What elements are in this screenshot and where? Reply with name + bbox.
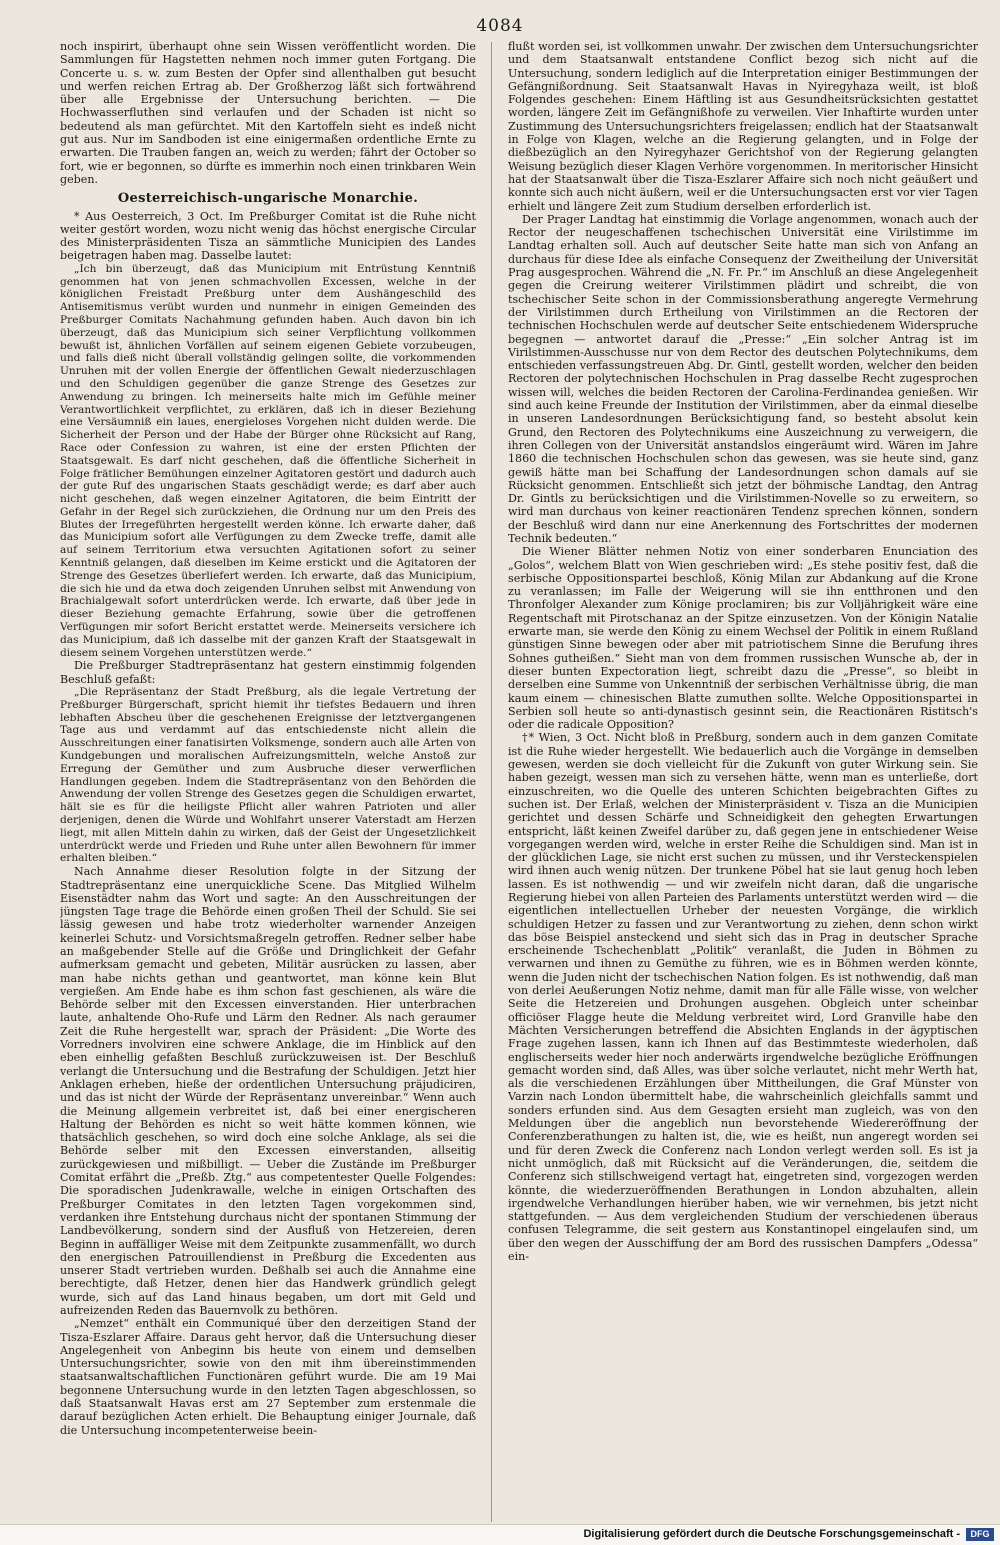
article-paragraph: * Aus Oesterreich, 3 Oct. Im Preßburger Comitat ist die Ruhe nicht weiter gestört worden, wozu nicht wenig das höchst energische Circular des Ministerpräsidenten Tisza an sämmtliche Municipien des Landes beigetragen haben mag. Dasselbe lautet: xyxy=(60,209,476,263)
right-column xyxy=(508,40,978,1528)
page-number: 4084 xyxy=(476,16,524,36)
article-paragraph: Der Prager Landtag hat einstimmig die Vorlage angenommen, wonach auch der Rector der neugeschaffenen tschechischen Universität eine Virilstimme im Landtag erhalten soll. Auch auf deutscher Seite hatte man sich von Anfang an durchaus für diese Idee als einfache Consequenz der Zweitheilung der Universität Prag ausgesprochen. Während die „N. Fr. Pr.“ im Anschluß an diese Angelegenheit gegen die Creirung weiterer Virilstimmen plädirt und schreibt, die von tschechischer Seite schon in der Commissionsberathung angeregte Vermehrung der Virilstimmen durch Ertheilung von Virilstimmen an die Rectoren der technischen Hochschulen werde auf deutscher Seite entschiedenem Widerspruche begegnen — antwortet darauf die „Presse:“ „Ein solcher Antrag ist im Virilstimmen-Ausschusse nur von dem Rector des deutschen Polytechnikums, dem entschieden verfassungstreuen Abg. Dr. Gintl, gestellt worden, welcher den beiden Rectoren der polytechnischen Hochschulen in Prag dasselbe Recht zugesprochen wissen will, welches die beiden Rectoren der Carolina-Ferdinandea genießen. Wir sind auch keine Freunde der Institution der Virilstimmen, aber da einmal dieselbe in unseren Landesordnungen Berücksichtigung fand, so besteht absolut kein Grund, den Rectoren des Polytechnikums eine Auszeichnung zu verweigern, die ihren Collegen von der Universität anstandslos eingeräumt wird. Wären im Jahre 1860 die technischen Hochschulen schon das gewesen, was sie heute sind, ganz gewiß hätte man bei Schaffung der Landesordnungen schon damals auf sie Rücksicht genommen. Entschließt sich jetzt der böhmische Landtag, den Antrag Dr. Gintls zu berücksichtigen und die Virilstimmen-Novelle so zu erweitern, so wird man durchaus von keiner reactionären Tendenz sprechen können, sondern der Beschluß wird dann nur eine Anerkennung des Fortschrittes der modernen Technik bedeuten.“ xyxy=(508,212,978,545)
column-divider xyxy=(491,42,492,1522)
section-heading: Oesterreichisch-ungarische Monarchie. xyxy=(117,191,419,207)
article-continuation: noch inspirirt, überhaupt ohne sein Wissen veröffentlicht worden. Die Sammlungen für Hagstetten nehmen noch immer guten Fortgang. Die Concerte u. s. w. zum Besten der Opfer sind allenthalben gut besucht und werfen reichen Ertrag ab. Der Großherzog läßt sich fortwährend über alle Ergebnisse der Untersuchung berichten. — Die Hochwasserfluthen sind verlaufen und der Schaden ist nicht so bedeutend als man gefürchtet. Mit den Kartoffeln sieht es indeß nicht gut aus. Nur im Sandboden ist eine einigermaßen ordentliche Ernte zu erwarten. Die Trauben fangen an, weich zu werden; fährt der October so fort, wie er begonnen, so dürfte es immerhin noch einen trinkbaren Wein geben. xyxy=(60,40,476,186)
footer-credit: Digitalisierung gefördert durch die Deutsche Forschungsgemeinschaft - xyxy=(583,1528,960,1540)
dfg-logo: DFG xyxy=(966,1528,994,1541)
article-paragraph: †* Wien, 3 Oct. Nicht bloß in Preßburg, sondern auch in dem ganzen Comitate ist die Ruhe wieder hergestellt. Wie bedauerlich auch die Vorgänge in demselben gewesen, werden sie doch vielleicht für die Zukunft von guter Wirkung sein. Sie haben gezeigt, wessen man sich zu versehen hätte, wenn man es unterließe, dort einzuschreiten, wo die Quelle des unteren Schichten beigebrachten Giftes zu suchen ist. Der Erlaß, welchen der Ministerpräsident v. Tisza an die Municipien gerichtet und dessen Schärfe und Schneidigkeit den gehegten Erwartungen entspricht, läßt keinen Zweifel darüber zu, daß gegen jene in entschiedener Weise vorgegangen werden wird, welche in erster Reihe die Schuldigen sind. Man ist in der glücklichen Lage, sie nicht erst suchen zu müssen, und ihr Versteckenspielen wird ihnen auch wenig nützen. Der trunkene Pöbel hat sie laut genug hoch leben lassen. Es ist nothwendig — und wir zweifeln nicht daran, daß die ungarische Regierung hiebei von allen Parteien des Parlaments unterstützt werden wird — die eigentlichen intellectuellen Urheber der neuesten Vorgänge, die wirklich schuldigen Hetzer zu fassen und zur Verantwortung zu ziehen, denn schon wirkt das böse Beispiel ansteckend und sieht sich das in Prag in deutscher Sprache erscheinende Tschechenblatt „Politik“ veranlaßt, die Juden in Böhmen zu verwarnen und ihnen zu Gemüthe zu führen, wie es in Böhmen werden könnte, wenn die Juden nicht der tschechischen Nation folgen. Es ist nothwendig, daß man von derlei Aeußerungen Notiz nehme, damit man für alle Fälle wisse, von welcher Seite die Hetzereien und Drohungen ausgehen. Obgleich unter scheinbar officiöser Flagge heute die Meldung verbreitet wird, Lord Granville habe den Mächten Versicherungen betreffend die Absichten Englands in der ägyptischen Frage zugehen lassen, kann ich Ihnen auf das Bestimmteste wiederholen, daß englischerseits weder hier noch anderwärts irgendwelche bezügliche Eröffnungen gemacht worden sind, daß Alles, was über solche verlautet, nicht mehr Werth hat, als die verschiedenen Erzählungen über Mittheilungen, die Graf Münster von Varzin nach London übermittelt habe, die wahrscheinlich gleichfalls sammt und sonders erfunden sind. Aus dem Gesagten ersieht man zugleich, was von den Meldungen über die angeblich nun bevorstehende Wiedereröffnung der Conferenzberathungen zu halten ist, die, wie es heißt, nun angeregt worden sei und für deren Zweck die Conferenz nach London verlegt werden soll. Es ist ja nicht unmöglich, daß mit Rücksicht auf die Veränderungen, die, seitdem die Conferenz sich stillschweigend vertagt hat, eingetreten sind, vorgezogen werden könnte, die wiederzueröffnenden Berathungen in London abzuhalten, allein irgendwelche Verhandlungen hierüber haben, wie wir vernehmen, bis jetzt nicht stattgefunden. — Aus dem vergleichenden Studium der verschiedenen überaus confusen Telegramme, die seit gestern aus Konstantinopel eingelaufen sind, um über den wegen der Ausschiffung der am Bord des russischen Dampfers „Odessa“ ein- xyxy=(508,731,978,1264)
circular-quote: „Ich bin überzeugt, daß das Municipium mit Entrüstung Kenntniß genommen hat von jenen schmachvollen Excessen, welche in der königlichen Freistadt Preßburg unter dem Aushängeschild des Antisemitismus verübt wurden und nunmehr in einigen Gemeinden des Preßburger Comitats Nachahmung gefunden haben. Auch davon bin ich überzeugt, daß das Municipium sich seiner Verpflichtung vollkommen bewußt ist, ähnlichen Vorfällen auf seinem eigenen Gebiete vorzubeugen, und falls dieß nicht überall vollständig gelingen sollte, die vorkommenden Unruhen mit der vollen Energie der öffentlichen Gewalt niederzuschlagen und den Schuldigen gegenüber die ganze Strenge des Gesetzes zur Anwendung zu bringen. Ich meinerseits halte mich im Gefühle meiner Verantwortlichkeit verpflichtet, zu erklären, daß ich in dieser Beziehung eine Versäumniß ein laues, energieloses Vorgehen nicht dulden werde. Die Sicherheit der Person und der Habe der Bürger ohne Rücksicht auf Rang, Race oder Confession zu wahren, ist eine der ersten Pflichten der Staatsgewalt. Es darf nicht geschehen, daß die öffentliche Sicherheit in Folge frätlicher Bemühungen einzelner Agitatoren gestört und dadurch auch der gute Ruf des ungarischen Staats geschädigt werde; es darf aber auch nicht geschehen, daß wegen einzelner Agitatoren, die beim Eintritt der Gefahr in der Regel sich zurückziehen, die Ordnung nur um den Preis des Blutes der Irregeführten hergestellt werden könne. Ich erwarte daher, daß das Municipium sofort alle Verfügungen zu dem Zwecke treffe, damit alle auf seinem Territorium etwa versuchten Agitationen sofort zu seiner Kenntniß gelangen, daß dieselben im Keime erstickt und die Agitatoren der Strenge des Gesetzes überliefert werden. Ich erwarte, daß das Municipium, die sich hie und da etwa doch zeigenden Unruhen selbst mit Anwendung von Brachialgewalt sofort unterdrücken werde. Ich erwarte, daß über jede in dieser Beziehung gemachte Erfahrung, sowie über die getroffenen Verfügungen mir sofort Bericht erstattet werde. Meinerseits versichere ich das Municipium, daß ich dasselbe mit der ganzen Kraft der Staatsgewalt in diesem seinem Vorgehen unterstützen werde.“ xyxy=(60,262,476,659)
digitization-footer xyxy=(0,1524,1000,1545)
article-paragraph: Die Preßburger Stadtrepräsentanz hat gestern einstimmig folgenden Beschluß gefaßt: xyxy=(60,659,476,686)
article-paragraph: „Nemzet“ enthält ein Communiqué über den derzeitigen Stand der Tisza-Eszlarer Affaire. Daraus geht hervor, daß die Untersuchung dieser Angelegenheit von Anbeginn bis heute von einem und demselben Untersuchungsrichter, sowie von den mit ihm übereinstimmenden staatsanwaltschaftlichen Functionären geführt wurde. Die am 19 Mai begonnene Untersuchung wurde in den letzten Tagen abgeschlossen, so daß Staatsanwalt Havas erst am 27 September zum erstenmale die darauf bezüglichen Acten erhielt. Die Behauptung einiger Journale, daß die Untersuchung incompetenterweise beein- xyxy=(60,1317,476,1437)
resolution-quote: „Die Repräsentanz der Stadt Preßburg, als die legale Vertretung der Preßburger Bürgerschaft, spricht hiemit ihr tiefstes Bedauern und ihren lebhaften Abscheu über die geschehenen Ereignisse der letztvergangenen Tage aus und verdammt auf das entschiedenste nicht allein die Ausschreitungen einer fanatisirten Volksmenge, sondern auch alle Arten von Kundgebungen und moralischen Aufreizungsmitteln, welche Anstoß zur Erregung der Gemüther und zum Ausbruche dieser verwerflichen Handlungen gegeben. Indem die Stadtrepräsentanz von den Behörden die Anwendung der vollen Strenge des Gesetzes gegen die Schuldigen erwartet, hält sie es für die heiligste Pflicht aller wahren Patrioten und aller derjenigen, denen die Würde und Wohlfahrt unserer Vaterstadt am Herzen liegt, mit allen Mitteln dahin zu wirken, daß der Geist der Ungesetzlichkeit unterdrückt werde und Frieden und Ruhe unter allen Bewohnern für immer erhalten bleiben.“ xyxy=(60,686,476,865)
article-paragraph: Nach Annahme dieser Resolution folgte in der Sitzung der Stadtrepräsentanz eine unerquickliche Scene. Das Mitglied Wilhelm Eisenstädter nahm das Wort und sagte: An den Ausschreitungen der jüngsten Tage trage die Behörde einen großen Theil der Schuld. Sie sei lässig gewesen und habe trotz wiederholter warnender Anzeigen keinerlei Schutz- und Vorsichtsmaßregeln getroffen. Redner selber habe an maßgebender Stelle auf die Größe und Dringlichkeit der Gefahr aufmerksam gemacht und gebeten, Militär ausrücken zu lassen, aber man habe nichts gethan und geantwortet, man könne kein Blut vergießen. Am Ende habe es ihm schon fast geschienen, als wäre die Behörde selber mit den Excessen einverstanden. Hier unterbrachen laute, anhaltende Oho-Rufe und Lärm den Redner. Als nach geraumer Zeit die Ruhe hergestellt war, sprach der Präsident: „Die Worte des Vorredners involviren eine schwere Anklage, die im Hinblick auf den eben einhellig gefaßten Beschluß zurückzuweisen ist. Der Beschluß verlangt die Untersuchung und die Bestrafung der Schuldigen. Jetzt hier Anklagen erheben, hieße der ordentlichen Untersuchung präjudiciren, und das ist nicht der Würde der Repräsentanz unvereinbar.“ Wenn auch die Meinung allgemein verbreitet ist, daß bei einer energischeren Haltung der Behörden es nicht so weit hätte kommen können, wie thatsächlich geschehen, so wird doch eine solche Anklage, als sei die Behörde selber mit den Excessen einverstanden, allseitig zurückgewiesen und mißbilligt. — Ueber die Zustände im Preßburger Comitat erfährt die „Preßb. Ztg.“ aus competentester Quelle Folgendes: Die sporadischen Judenkrawalle, welche in einigen Ortschaften des Preßburger Comitates in den letzten Tagen vorgekommen sind, verdanken ihre Entstehung durchaus nicht der spontanen Stimmung der Landbevölkerung, sondern sind der Ausfluß von Hetzereien, deren Beginn in auffälliger Weise mit dem Zeitpunkte zusammenfällt, wo durch den energischen Patrouillendienst in Preßburg die Excedenten aus unserer Stadt vertrieben wurden. Deßhalb sei auch die Annahme eine berechtigte, daß Hetzer, denen hier das Handwerk gründlich gelegt wurde, sich auf das Land hinaus begaben, um dort mit Geld und aufreizenden Reden das Bauernvolk zu bethören. xyxy=(60,865,476,1317)
article-paragraph: Die Wiener Blätter nehmen Notiz von einer sonderbaren Enunciation des „Golos“, welchem Blatt von Wien geschrieben wird: „Es stehe positiv fest, daß die serbische Oppositionspartei beschloß, König Milan zur Abdankung auf die Krone zu veranlassen; im Falle der Weigerung will sie ihn entthronen und den Thronfolger Alexander zum Könige proclamiren; bis zur Volljährigkeit wäre eine Regentschaft mit Pirotschanaz an der Spitze einzusetzen. Von der Königin Natalie erwarte man, sie werde den König zu einem Wechsel der Politik in einem Rußland günstigen Sinne bewegen oder aber mit patriotischem Sinne die Berufung ihres Sohnes gutheißen.“ Sieht man von dem frommen russischen Wunsche ab, der in dieser bunten Expectoration liegt, schreibt dazu die „Presse“, so bleibt in derselben eine Summe von Unkenntniß der serbischen Verhältnisse übrig, die man kaum einem — chinesischen Blatte zumuthen sollte. Welche Oppositionspartei in Serbien soll heute so anti-dynastisch gesinnt sein, die Reactionären Ristitsch's oder die radicale Opposition? xyxy=(508,545,978,732)
article-continuation: flußt worden sei, ist vollkommen unwahr. Der zwischen dem Untersuchungsrichter und dem Staatsanwalt entstandene Conflict bezog sich nicht auf die Untersuchung, sondern lediglich auf die Interpretation einiger Bestimmungen der Gefängnißordnung. Seit Staatsanwalt Havas in Nyiregyhaza weilt, ist bloß Folgendes geschehen: Einem Häftling ist aus Gesundheitsrücksichten gestattet worden, längere Zeit im Gefängnißhofe zu verweilen. Vier Inhaftirte wurden unter Zustimmung des Untersuchungsrichters freigelassen; endlich hat der Staatsanwalt in Folge von Klagen, welche an die Regierung gelangten, und in Folge der dießbezüglich an den Nyiregyhazer Gerichtshof von der Regierung gelangten Weisung bezüglich dieser Klagen Verhöre vorgenommen. In meritorischer Hinsicht hat der Staatsanwalt über die Tisza-Eszlarer Affaire sich noch nicht geäußert und konnte sich auch nicht äußern, weil er die Untersuchungsacten erst vor vier Tagen erhielt und längere Zeit zum Studium derselben erforderlich ist. xyxy=(508,40,978,213)
left-column xyxy=(60,40,476,1528)
